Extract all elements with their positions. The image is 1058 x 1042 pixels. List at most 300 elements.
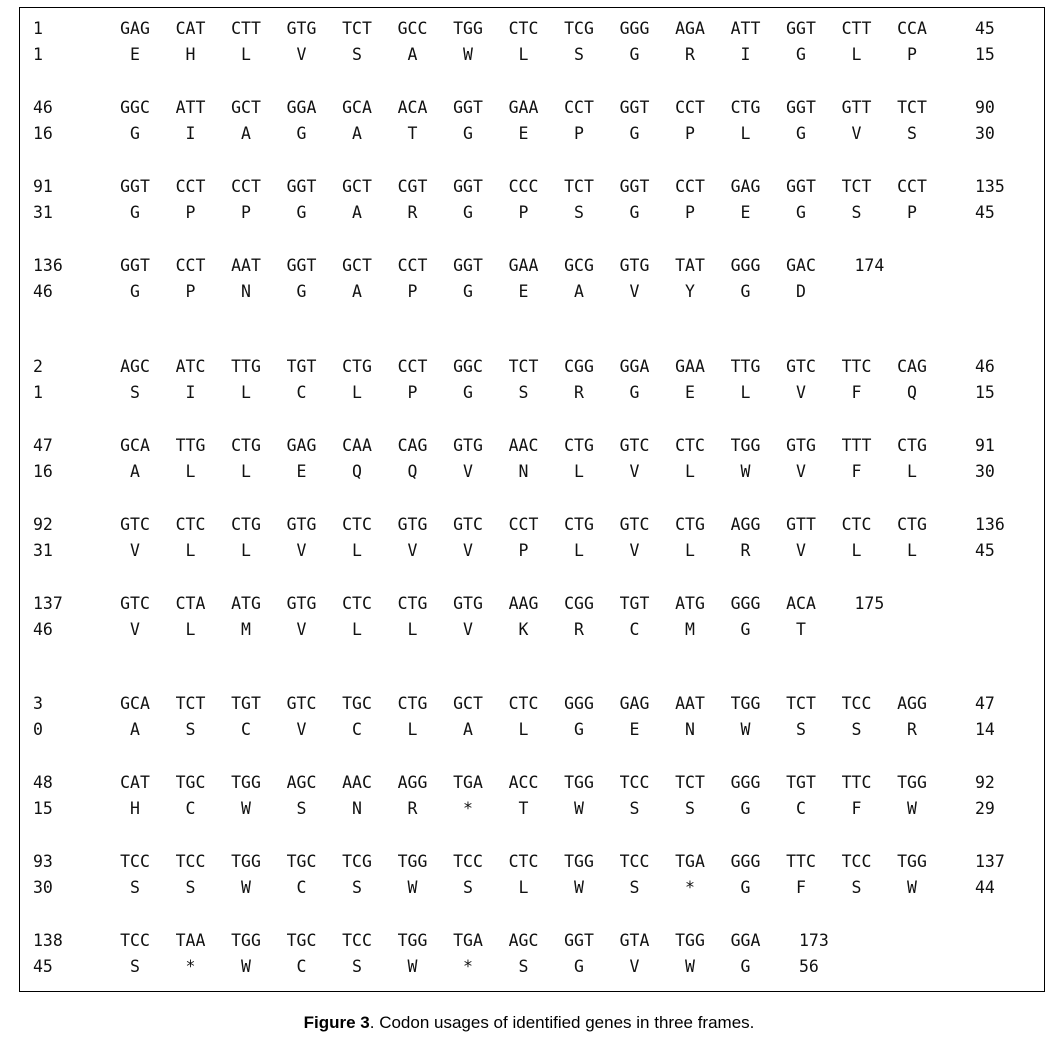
nt-start-position: 48 — [33, 773, 53, 792]
codon: GGA — [619, 357, 650, 376]
codon: TTG — [175, 436, 206, 455]
codon: TCC — [619, 852, 650, 871]
amino-acid: L — [241, 462, 251, 481]
amino-acid: V — [463, 462, 473, 481]
codon: GTC — [619, 515, 650, 534]
codon: CCT — [175, 177, 206, 196]
codon: CGG — [564, 594, 594, 613]
amino-acid: S — [685, 799, 695, 818]
nt-start-position: 2 — [33, 357, 43, 376]
amino-acid-row — [20, 123, 1044, 149]
aa-start-position: 16 — [33, 462, 53, 481]
codon: GAG — [619, 694, 650, 713]
amino-acid: G — [740, 620, 751, 639]
amino-acid: D — [796, 282, 806, 301]
amino-acid: W — [241, 799, 251, 818]
nt-start-position: 136 — [33, 256, 63, 275]
amino-acid: R — [407, 799, 418, 818]
codon: CCT — [175, 256, 206, 275]
amino-acid-row — [20, 619, 1044, 645]
amino-acid: W — [241, 878, 251, 897]
codon: AGG — [730, 515, 761, 534]
codon: TGG — [730, 694, 761, 713]
amino-acid: T — [518, 799, 529, 818]
codon: GAA — [508, 98, 539, 117]
amino-acid: T — [796, 620, 806, 639]
amino-acid: G — [629, 45, 640, 64]
amino-acid: T — [407, 124, 418, 143]
codon: ACA — [397, 98, 428, 117]
codon: TCC — [175, 852, 206, 871]
amino-acid: C — [296, 957, 307, 976]
amino-acid: L — [407, 620, 418, 639]
codon: TGG — [397, 931, 428, 950]
codon: GCT — [342, 177, 372, 196]
amino-acid: A — [574, 282, 584, 301]
codon: TGG — [564, 773, 594, 792]
amino-acid: G — [463, 383, 473, 402]
codon: GTG — [453, 594, 483, 613]
codon: CCT — [508, 515, 539, 534]
nt-end-position: 174 — [854, 256, 885, 275]
codon: CTG — [342, 357, 372, 376]
codon: GTT — [786, 515, 816, 534]
amino-acid: S — [352, 45, 362, 64]
codon: TCT — [564, 177, 594, 196]
codon: GTC — [286, 694, 317, 713]
amino-acid: L — [907, 462, 917, 481]
codon: GGG — [564, 694, 594, 713]
codon: AAC — [508, 436, 539, 455]
amino-acid: L — [352, 541, 362, 560]
codon: GGT — [564, 931, 594, 950]
codon: CTG — [675, 515, 705, 534]
amino-acid: Q — [352, 462, 362, 481]
codon: CAG — [897, 357, 927, 376]
amino-acid: S — [851, 878, 862, 897]
codon: GGT — [453, 98, 483, 117]
amino-acid: L — [851, 541, 862, 560]
amino-acid: V — [796, 462, 806, 481]
nt-start-position: 47 — [33, 436, 53, 455]
codon: CGT — [397, 177, 428, 196]
codon: GGA — [730, 931, 761, 950]
aa-end-position: 44 — [975, 878, 995, 897]
amino-acid: L — [574, 541, 584, 560]
amino-acid: G — [130, 203, 140, 222]
amino-acid: R — [685, 45, 695, 64]
amino-acid: L — [518, 45, 529, 64]
amino-acid: R — [907, 720, 917, 739]
codon: GTC — [120, 515, 150, 534]
codon: TCC — [619, 773, 650, 792]
codon: GTT — [841, 98, 872, 117]
amino-acid: P — [518, 203, 529, 222]
amino-acid: G — [740, 878, 751, 897]
amino-acid: S — [185, 720, 196, 739]
codon: GGT — [286, 256, 317, 275]
nucleotide-row — [20, 97, 1044, 123]
codon: CTG — [564, 515, 594, 534]
amino-acid: S — [130, 957, 140, 976]
codon: ATG — [231, 594, 261, 613]
amino-acid: P — [241, 203, 251, 222]
amino-acid: G — [296, 203, 307, 222]
amino-acid: R — [740, 541, 751, 560]
amino-acid: R — [407, 203, 418, 222]
codon: CAA — [342, 436, 372, 455]
amino-acid: V — [130, 620, 140, 639]
codon: TGC — [342, 694, 372, 713]
amino-acid: V — [463, 541, 473, 560]
amino-acid: L — [574, 462, 584, 481]
codon: GAG — [730, 177, 761, 196]
codon: ACC — [508, 773, 539, 792]
amino-acid: G — [796, 124, 806, 143]
amino-acid: E — [130, 45, 140, 64]
codon: TCT — [342, 19, 372, 38]
codon: GGT — [120, 177, 150, 196]
nt-start-position: 1 — [33, 19, 43, 38]
nucleotide-row — [20, 693, 1044, 719]
amino-acid: L — [241, 383, 251, 402]
codon: GCT — [453, 694, 483, 713]
codon: ATG — [675, 594, 705, 613]
codon: CCT — [675, 98, 705, 117]
amino-acid-row — [20, 382, 1044, 408]
aa-start-position: 15 — [33, 799, 53, 818]
amino-acid: S — [130, 878, 140, 897]
codon: CTG — [730, 98, 761, 117]
amino-acid: * — [463, 799, 473, 818]
amino-acid: S — [518, 957, 529, 976]
nt-end-position: 135 — [975, 177, 1005, 196]
codon: CTG — [397, 694, 428, 713]
amino-acid: S — [352, 878, 362, 897]
codon: GGG — [730, 594, 761, 613]
nt-end-position: 173 — [799, 931, 829, 950]
codon: AGC — [508, 931, 539, 950]
codon: TCC — [841, 694, 872, 713]
codon: GGT — [619, 177, 650, 196]
codon: GAG — [286, 436, 317, 455]
codon: GTC — [453, 515, 483, 534]
codon: TGA — [453, 773, 483, 792]
codon: CTC — [508, 694, 539, 713]
codon: CTC — [675, 436, 705, 455]
amino-acid: V — [407, 541, 418, 560]
amino-acid: P — [185, 282, 196, 301]
amino-acid: L — [352, 383, 362, 402]
amino-acid: I — [185, 124, 196, 143]
aa-start-position: 31 — [33, 203, 53, 222]
codon: GAG — [120, 19, 150, 38]
codon: GGT — [453, 177, 483, 196]
amino-acid: G — [463, 282, 473, 301]
amino-acid: S — [574, 203, 584, 222]
amino-acid: V — [796, 541, 806, 560]
codon: GCT — [231, 98, 261, 117]
aa-start-position: 0 — [33, 720, 43, 739]
aa-start-position: 1 — [33, 45, 43, 64]
aa-end-position: 56 — [799, 957, 819, 976]
nt-end-position: 91 — [975, 436, 995, 455]
amino-acid: R — [574, 620, 584, 639]
codon: CCT — [564, 98, 594, 117]
aa-end-position: 30 — [975, 124, 995, 143]
codon: GCA — [342, 98, 372, 117]
codon: GGT — [286, 177, 317, 196]
amino-acid: G — [740, 282, 751, 301]
codon: GGT — [786, 19, 816, 38]
amino-acid: P — [407, 383, 418, 402]
codon: CTG — [564, 436, 594, 455]
nt-start-position: 46 — [33, 98, 53, 117]
amino-acid: L — [185, 541, 196, 560]
amino-acid: P — [685, 203, 695, 222]
codon: AAG — [508, 594, 539, 613]
nucleotide-row — [20, 435, 1044, 461]
codon: CCT — [897, 177, 927, 196]
codon: GTG — [286, 19, 317, 38]
amino-acid: A — [130, 720, 140, 739]
aa-end-position: 45 — [975, 203, 995, 222]
nt-end-position: 46 — [975, 357, 995, 376]
codon: GGC — [120, 98, 150, 117]
codon: TAA — [175, 931, 206, 950]
amino-acid-row — [20, 461, 1044, 487]
codon: GGT — [619, 98, 650, 117]
amino-acid: E — [518, 282, 529, 301]
amino-acid: L — [518, 720, 529, 739]
sequence-figure — [19, 7, 1045, 992]
amino-acid: G — [629, 383, 640, 402]
codon: GTG — [397, 515, 428, 534]
nt-end-position: 47 — [975, 694, 995, 713]
amino-acid: S — [296, 799, 307, 818]
codon: TCT — [841, 177, 872, 196]
figure-caption — [0, 1013, 1058, 1033]
amino-acid: P — [518, 541, 529, 560]
nt-start-position: 3 — [33, 694, 43, 713]
amino-acid: W — [907, 878, 917, 897]
codon: GGT — [786, 98, 816, 117]
amino-acid: L — [407, 720, 418, 739]
codon: CTC — [342, 515, 372, 534]
codon: CTC — [342, 594, 372, 613]
amino-acid: S — [629, 799, 640, 818]
codon: TGC — [286, 852, 317, 871]
amino-acid: P — [407, 282, 418, 301]
nt-end-position: 137 — [975, 852, 1005, 871]
amino-acid: * — [463, 957, 473, 976]
nt-end-position: 92 — [975, 773, 995, 792]
amino-acid: S — [907, 124, 917, 143]
codon: CCT — [231, 177, 261, 196]
codon: GGT — [786, 177, 816, 196]
nucleotide-row — [20, 255, 1044, 281]
amino-acid: K — [518, 620, 529, 639]
nt-end-position: 175 — [854, 594, 885, 613]
amino-acid-row — [20, 281, 1044, 307]
codon: CAG — [397, 436, 428, 455]
amino-acid: C — [241, 720, 251, 739]
aa-start-position: 30 — [33, 878, 53, 897]
codon: GCG — [564, 256, 594, 275]
amino-acid: S — [185, 878, 196, 897]
aa-start-position: 45 — [33, 957, 53, 976]
codon: GTC — [120, 594, 150, 613]
codon: CTG — [231, 436, 261, 455]
nucleotide-row — [20, 356, 1044, 382]
aa-start-position: 46 — [33, 282, 53, 301]
codon: CTC — [508, 19, 539, 38]
codon: GGG — [730, 256, 761, 275]
codon: AGC — [286, 773, 317, 792]
amino-acid: G — [629, 203, 640, 222]
amino-acid: L — [241, 541, 251, 560]
codon: TCC — [120, 931, 150, 950]
codon: GCC — [397, 19, 428, 38]
amino-acid: S — [851, 203, 862, 222]
codon: TGG — [231, 852, 261, 871]
amino-acid: S — [796, 720, 806, 739]
codon: TTC — [841, 357, 872, 376]
amino-acid: M — [685, 620, 695, 639]
nucleotide-row — [20, 514, 1044, 540]
amino-acid: * — [685, 878, 695, 897]
amino-acid: S — [463, 878, 473, 897]
amino-acid: V — [629, 282, 640, 301]
codon: TAT — [675, 256, 705, 275]
codon: TGG — [231, 773, 261, 792]
amino-acid: F — [851, 462, 862, 481]
codon: CTG — [231, 515, 261, 534]
aa-end-position: 45 — [975, 541, 995, 560]
amino-acid: W — [407, 957, 418, 976]
amino-acid: W — [574, 878, 584, 897]
amino-acid-row — [20, 956, 1044, 982]
codon: GTC — [619, 436, 650, 455]
amino-acid-row — [20, 44, 1044, 70]
amino-acid: L — [241, 45, 251, 64]
codon: GGC — [453, 357, 483, 376]
amino-acid: G — [740, 799, 751, 818]
amino-acid: L — [185, 620, 196, 639]
amino-acid: E — [740, 203, 751, 222]
amino-acid: S — [352, 957, 362, 976]
codon: TCT — [675, 773, 705, 792]
aa-end-position: 15 — [975, 45, 995, 64]
amino-acid: * — [185, 957, 196, 976]
amino-acid: V — [130, 541, 140, 560]
codon: TCC — [841, 852, 872, 871]
aa-start-position: 31 — [33, 541, 53, 560]
amino-acid: A — [352, 282, 362, 301]
amino-acid: N — [241, 282, 251, 301]
codon: TCC — [342, 931, 372, 950]
amino-acid: G — [296, 282, 307, 301]
amino-acid: G — [796, 203, 806, 222]
codon: TGG — [231, 931, 261, 950]
nucleotide-row — [20, 772, 1044, 798]
nucleotide-row — [20, 930, 1044, 956]
codon: GGG — [730, 773, 761, 792]
codon: TGC — [175, 773, 206, 792]
codon: GGT — [120, 256, 150, 275]
amino-acid: V — [463, 620, 473, 639]
amino-acid: A — [463, 720, 473, 739]
codon: CCA — [897, 19, 927, 38]
amino-acid: L — [518, 878, 529, 897]
amino-acid: P — [907, 45, 917, 64]
amino-acid: W — [685, 957, 695, 976]
codon: ATT — [175, 98, 206, 117]
codon: AGC — [120, 357, 150, 376]
codon: TGG — [897, 852, 927, 871]
amino-acid: Y — [685, 282, 695, 301]
amino-acid: P — [185, 203, 196, 222]
codon: TCC — [120, 852, 150, 871]
amino-acid-row — [20, 798, 1044, 824]
amino-acid: C — [629, 620, 640, 639]
amino-acid: F — [796, 878, 806, 897]
amino-acid: W — [241, 957, 251, 976]
amino-acid: S — [130, 383, 140, 402]
codon: TGG — [564, 852, 594, 871]
codon: ATC — [175, 357, 206, 376]
codon: GGG — [730, 852, 761, 871]
amino-acid: L — [185, 462, 196, 481]
codon: TGA — [675, 852, 705, 871]
codon: CGG — [564, 357, 594, 376]
codon: CTA — [175, 594, 206, 613]
codon: GCT — [342, 256, 372, 275]
amino-acid: L — [740, 124, 751, 143]
amino-acid: C — [185, 799, 196, 818]
amino-acid: V — [629, 462, 640, 481]
codon: GTA — [619, 931, 650, 950]
amino-acid: Q — [907, 383, 917, 402]
codon: GTG — [286, 594, 317, 613]
amino-acid: I — [185, 383, 196, 402]
amino-acid: C — [796, 799, 806, 818]
amino-acid: C — [296, 878, 307, 897]
amino-acid: G — [130, 282, 140, 301]
aa-end-position: 30 — [975, 462, 995, 481]
aa-end-position: 14 — [975, 720, 995, 739]
amino-acid: W — [740, 720, 751, 739]
codon: CTC — [508, 852, 539, 871]
amino-acid: V — [629, 541, 640, 560]
amino-acid: C — [352, 720, 362, 739]
nt-start-position: 137 — [33, 594, 63, 613]
amino-acid: G — [740, 957, 751, 976]
aa-start-position: 16 — [33, 124, 53, 143]
amino-acid: N — [518, 462, 529, 481]
amino-acid: V — [296, 620, 307, 639]
nt-start-position: 91 — [33, 177, 53, 196]
amino-acid: E — [518, 124, 529, 143]
amino-acid: A — [352, 203, 362, 222]
amino-acid-row — [20, 719, 1044, 745]
codon: ATT — [730, 19, 761, 38]
codon: TGC — [286, 931, 317, 950]
amino-acid: Q — [407, 462, 418, 481]
amino-acid: A — [407, 45, 418, 64]
codon: GGG — [619, 19, 650, 38]
amino-acid: W — [907, 799, 917, 818]
